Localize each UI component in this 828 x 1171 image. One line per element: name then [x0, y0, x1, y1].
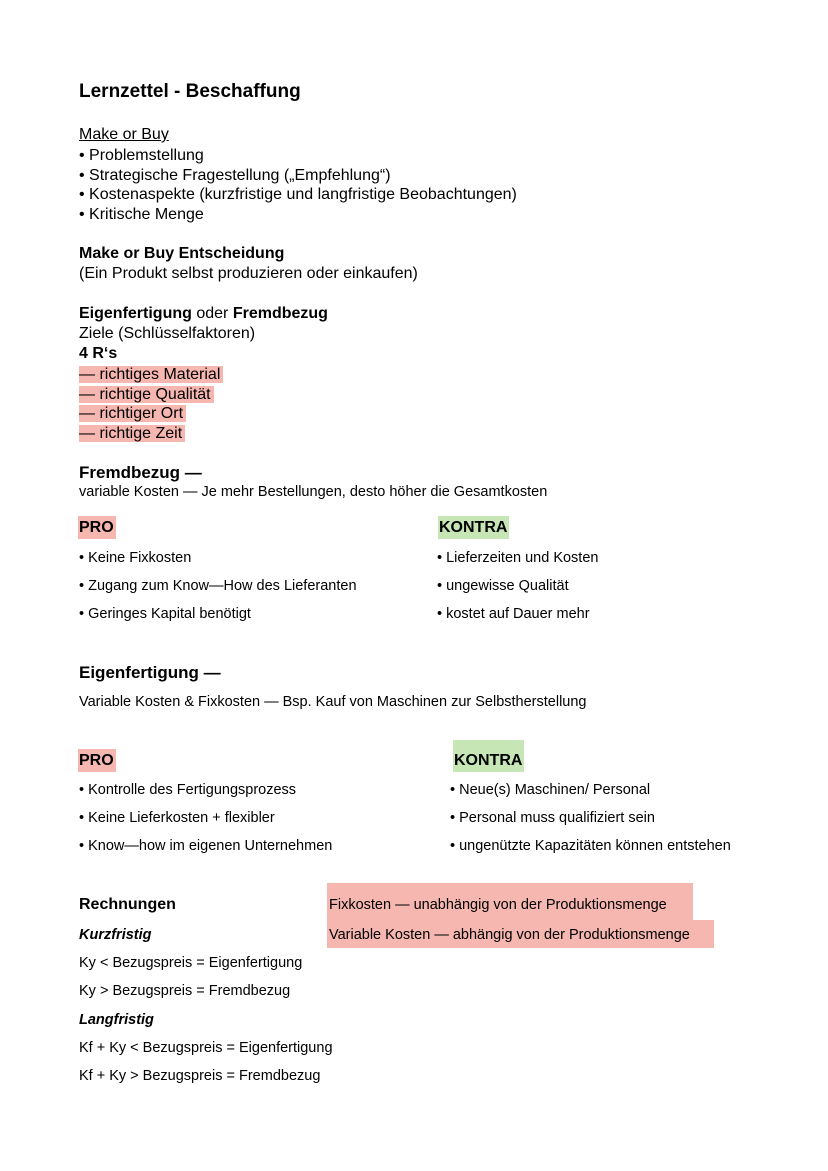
list-item [79, 404, 223, 424]
list-item: • Kostenaspekte (kurzfristige und langfristige Beobachtungen) [79, 185, 517, 205]
eigenfertigung-kontra-label: KONTRA [453, 740, 524, 772]
list-item-text: — richtige Qualität [79, 386, 214, 403]
definition-variable-kosten: Variable Kosten — abhängig von der Produktionsmenge [329, 927, 690, 943]
formula-lang-2: Kf + Ky > Bezugspreis = Fremdbezug [79, 1068, 321, 1084]
list-item: • ungewisse Qualität [437, 578, 598, 606]
list-item: • Know—how im eigenen Unternehmen [79, 838, 332, 866]
four-rs-heading: 4 R‘s [79, 345, 118, 362]
list-item: • Personal muss qualifiziert sein [450, 810, 731, 838]
kurzfristig-label: Kurzfristig [79, 927, 152, 943]
list-item-text: — richtige Zeit [79, 425, 185, 442]
fremd-heading-part: Fremdbezug [232, 305, 328, 322]
eigen-fremd-heading [79, 305, 328, 323]
list-item: • kostet auf Dauer mehr [437, 606, 598, 634]
fremdbezug-text: variable Kosten — Je mehr Bestellungen, desto höher die Gesamtkosten [79, 484, 548, 500]
eigenfertigung-kontra-list [450, 782, 731, 866]
formula-kurz-1: Ky < Bezugspreis = Eigenfertigung [79, 955, 303, 971]
eigenfertigung-text: Variable Kosten & Fixkosten — Bsp. Kauf von Maschinen zur Selbstherstellung [79, 694, 587, 710]
formula-kurz-2: Ky > Bezugspreis = Fremdbezug [79, 983, 291, 999]
formula-lang-1: Kf + Ky < Bezugspreis = Eigenfertigung [79, 1040, 333, 1056]
definition-fixkosten: Fixkosten — unabhängig von der Produktionsmenge [329, 897, 667, 913]
list-item-text: — richtiges Material [79, 366, 223, 383]
list-item: • Zugang zum Know—How des Lieferanten [79, 578, 357, 606]
list-item: • Neue(s) Maschinen/ Personal [450, 782, 731, 810]
fremdbezug-kontra-label: KONTRA [438, 516, 509, 539]
eigenfertigung-heading: Eigenfertigung — [79, 663, 221, 682]
list-item [79, 385, 223, 405]
list-item: • Geringes Kapital benötigt [79, 606, 357, 634]
eigenfertigung-pro-label: PRO [78, 749, 116, 772]
fremdbezug-kontra-list [437, 550, 598, 634]
list-item: • Keine Fixkosten [79, 550, 357, 578]
langfristig-label: Langfristig [79, 1012, 154, 1028]
list-item [79, 424, 223, 444]
make-or-buy-list [79, 146, 517, 224]
fremdbezug-heading: Fremdbezug — [79, 463, 202, 482]
list-item: • Kontrolle des Fertigungsprozess [79, 782, 332, 810]
list-item: • Kritische Menge [79, 205, 517, 225]
list-item: • Lieferzeiten und Kosten [437, 550, 598, 578]
page-title: Lernzettel - Beschaffung [79, 81, 301, 102]
entscheidung-heading: Make or Buy Entscheidung [79, 245, 285, 262]
ziele-text: Ziele (Schlüsselfaktoren) [79, 325, 256, 342]
list-item: • ungenützte Kapazitäten können entstehen [450, 838, 731, 866]
list-item [79, 365, 223, 385]
rechnungen-heading: Rechnungen [79, 896, 176, 913]
fremdbezug-pro-label: PRO [78, 516, 116, 539]
oder-text: oder [191, 305, 233, 322]
entscheidung-text: (Ein Produkt selbst produzieren oder einkaufen) [79, 265, 418, 282]
four-rs-list [79, 365, 223, 443]
list-item: • Keine Lieferkosten + flexibler [79, 810, 332, 838]
list-item: • Strategische Fragestellung („Empfehlung“) [79, 166, 517, 186]
eigen-heading-part: Eigenfertigung [79, 305, 192, 322]
list-item-text: — richtiger Ort [79, 405, 186, 422]
eigenfertigung-pro-list [79, 782, 332, 866]
list-item: • Problemstellung [79, 146, 517, 166]
make-or-buy-heading: Make or Buy [79, 126, 169, 143]
fremdbezug-pro-list [79, 550, 357, 634]
